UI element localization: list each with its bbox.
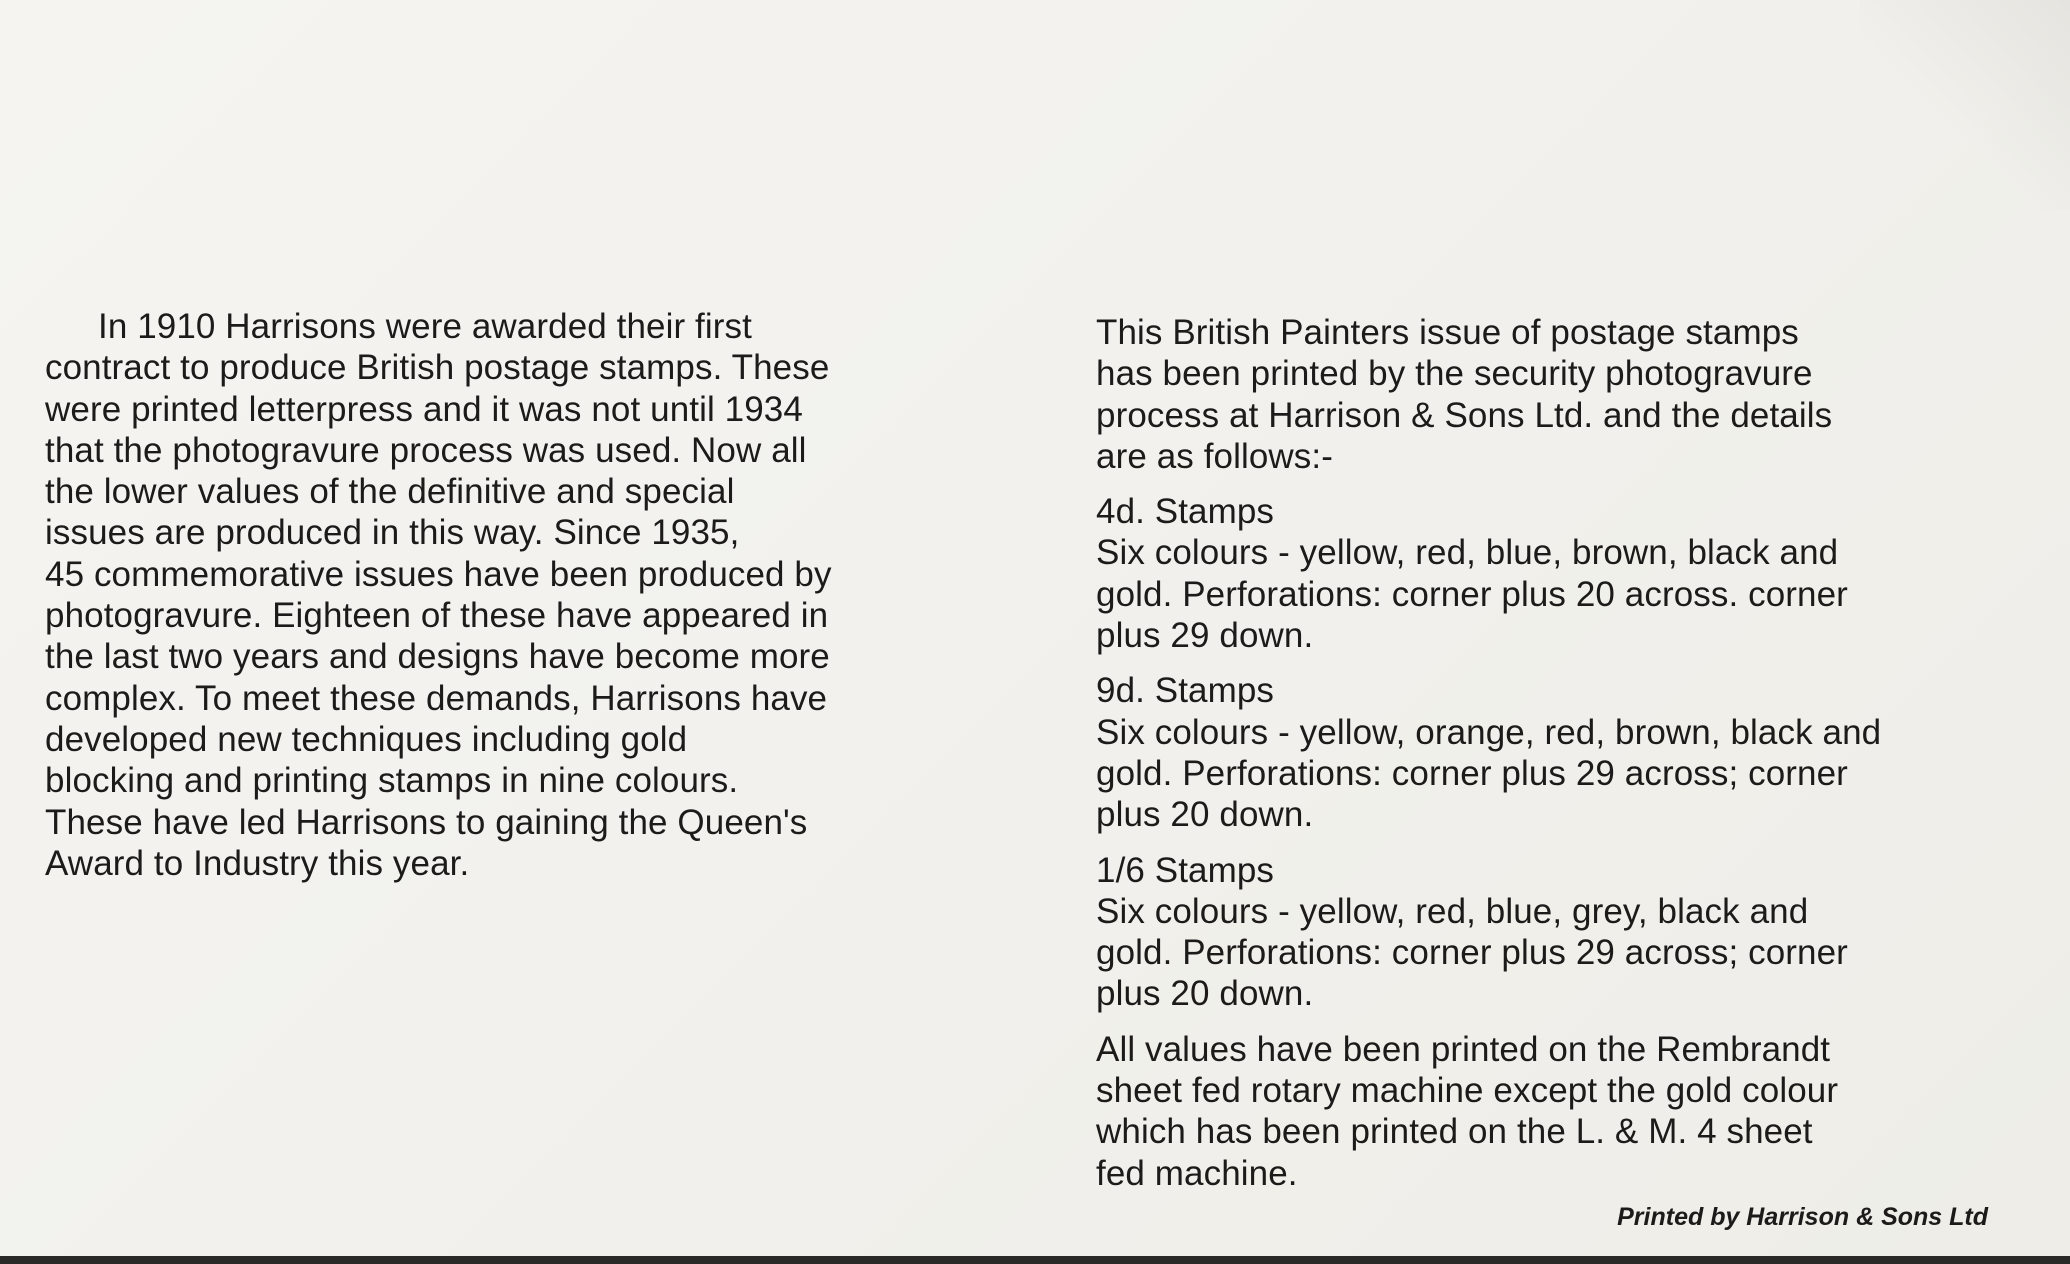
paragraph-line: contract to produce British postage stamps. These	[45, 348, 830, 388]
stamp-detail-line: gold. Perforations: corner plus 20 across. corner	[1096, 574, 1848, 614]
paragraph-line: Award to Industry this year.	[45, 843, 470, 883]
printer-credit: Printed by Harrison & Sons Ltd	[1617, 1203, 1988, 1231]
stamp-heading: 1/6 Stamps	[1096, 850, 1275, 890]
stamp-section-9d	[1096, 670, 2046, 835]
paragraph-line: the lower values of the definitive and special	[45, 472, 735, 512]
stamp-detail-line: Six colours - yellow, red, blue, grey, black and	[1096, 891, 1809, 931]
stamp-section-1-6	[1096, 850, 2046, 1015]
paragraph-line: developed new techniques including gold	[45, 719, 688, 759]
paragraph-line: These have led Harrisons to gaining the Queen's	[45, 802, 808, 842]
paragraph-line: blocking and printing stamps in nine colours.	[45, 761, 739, 801]
bottom-edge	[0, 1256, 2070, 1264]
intro-line: are as follows:-	[1096, 436, 1333, 476]
paragraph-line: photogravure. Eighteen of these have appeared in	[45, 596, 829, 636]
paper-crease	[1860, 0, 2070, 210]
stamp-detail-line: plus 20 down.	[1096, 974, 1314, 1014]
history-paragraph	[45, 306, 965, 884]
stamp-heading: 4d. Stamps	[1096, 492, 1275, 532]
stamp-detail-line: gold. Perforations: corner plus 29 across; corner	[1096, 933, 1848, 973]
stamp-detail-line: Six colours - yellow, red, blue, brown, black and	[1096, 533, 1839, 573]
closing-paragraph	[1096, 1029, 2046, 1194]
closing-line: which has been printed on the L. & M. 4 sheet	[1096, 1112, 1813, 1152]
stamp-heading: 9d. Stamps	[1096, 671, 1275, 711]
stamp-detail-line: plus 20 down.	[1096, 795, 1314, 835]
paragraph-line: were printed letterpress and it was not until 1934	[45, 389, 803, 429]
closing-line: sheet fed rotary machine except the gold colour	[1096, 1071, 1839, 1111]
stamp-detail-line: Six colours - yellow, orange, red, brown, black and	[1096, 712, 1882, 752]
intro-line: process at Harrison & Sons Ltd. and the details	[1096, 395, 1833, 435]
paragraph-line: that the photogravure process was used. Now all	[45, 430, 807, 470]
intro-paragraph	[1096, 312, 2046, 477]
stamp-detail-line: gold. Perforations: corner plus 29 across; corner	[1096, 753, 1848, 793]
stamp-section-4d	[1096, 491, 2046, 656]
paragraph-line: issues are produced in this way. Since 1935,	[45, 513, 740, 553]
paragraph-line: the last two years and designs have become more	[45, 637, 830, 677]
stamp-detail-line: plus 29 down.	[1096, 616, 1314, 656]
paragraph-line: In 1910 Harrisons were awarded their first	[98, 307, 752, 346]
paragraph-line: 45 commemorative issues have been produced by	[45, 554, 832, 594]
stamp-details	[1096, 312, 2046, 1194]
closing-line: fed machine.	[1096, 1153, 1298, 1193]
closing-line: All values have been printed on the Rembrandt	[1096, 1029, 1831, 1069]
intro-line: has been printed by the security photogravure	[1096, 354, 1813, 394]
paragraph-line: complex. To meet these demands, Harrisons have	[45, 678, 828, 718]
intro-line: This British Painters issue of postage stamps	[1096, 313, 1799, 352]
